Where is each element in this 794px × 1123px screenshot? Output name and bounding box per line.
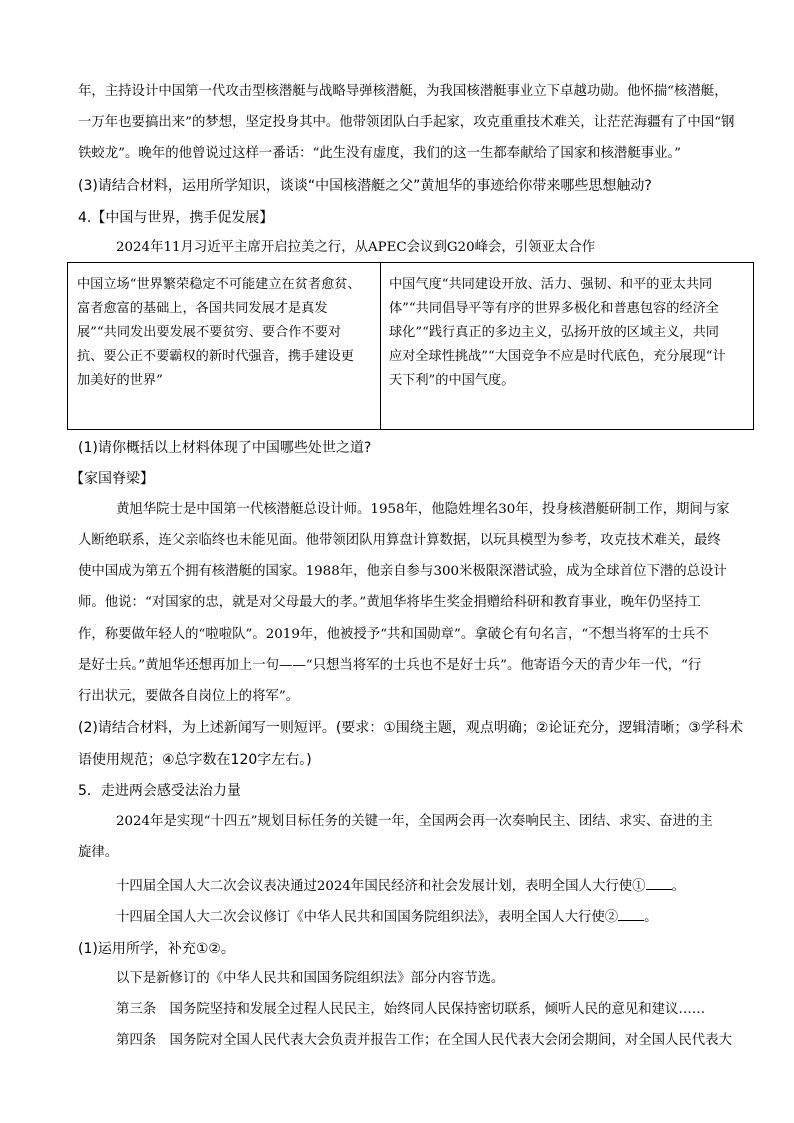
item-1-text: 十四届全国人大二次会议表决通过2024年国民经济和社会发展计划，表明全国人大行使①: [116, 879, 646, 894]
right-cell-line: 体”“共同倡导平等有序的世界多极化和普惠包容的经济全: [389, 301, 719, 316]
paragraph-line: 黄旭华院士是中国第一代核潜艇总设计师。1958年，他隐姓埋名30年，投身核潜艇研制工作，期间与家: [116, 502, 730, 517]
paragraph-line: 行出状元，要做各自岗位上的将军”。: [78, 689, 300, 704]
section-4-question-2-line-2: 语使用规范；④总字数在120字左右。): [78, 752, 312, 768]
top-text-line-1: 年，主持设计中国第一代攻击型核潜艇与战略导弹核潜艇，为我国核潜艇事业立下卓越功勋。他怀揣“核潜艇，: [78, 84, 728, 99]
section-4-question-1: (1)请你概括以上材料体现了中国哪些处世之道?: [78, 440, 372, 456]
top-text-line-2: 一万年也要搞出来”的梦想，坚定投身其中。他带领团队白手起家，攻克重重技术难关，让茫茫海疆有了中国“钢: [78, 115, 735, 130]
item-1-end: 。: [671, 879, 685, 894]
section-5-item-1: [116, 877, 685, 895]
article-3: 第三条 国务院坚持和发展全过程人民民主，始终同人民保持密切联系，倾听人民的意见和建议……: [116, 1002, 706, 1017]
right-cell-line: 天下利”的中国气度。: [389, 373, 515, 388]
paragraph-line: 使中国成为第五个拥有核潜艇的国家。1988年，他亲自参与300米极限深潜试验，成为全球首位下潜的总设计: [78, 564, 727, 579]
material-table: [67, 262, 754, 430]
section-5-title: 5．走进两会感受法治力量: [78, 783, 241, 799]
item-2-end: 。: [644, 910, 658, 925]
left-cell-line: 加美好的世界”: [77, 373, 163, 388]
section-5-item-2: [116, 908, 658, 926]
section-5-excerpt-intro: 以下是新修订的《中华人民共和国国务院组织法》部分内容节选。: [116, 971, 505, 986]
paragraph-line: 作，称要做年轻人的“啦啦队”。2019年，他被授予“共和国勋章”。拿破仑有句名言，“不想当将军的士兵不: [78, 627, 709, 642]
section-4-intro: 2024年11月习近平主席开启拉美之行，从APEC会议到G20峰会，引领亚太合作: [116, 240, 596, 255]
left-cell: [77, 273, 361, 393]
right-cell: [389, 273, 726, 393]
left-cell-line: 抗、要公正不要霸权的新时代强音，携手建设更: [77, 349, 354, 364]
right-cell-line: 中国气度“共同建设开放、活力、强韧、和平的亚太共同: [389, 277, 713, 292]
section-5-question-1: (1)运用所学，补充①②。: [78, 941, 235, 957]
section-4-heading-2: 【家国脊梁】: [70, 471, 154, 487]
paragraph-line: 师。他说：“对国家的忠，就是对父母最大的孝。”黄旭华将毕生奖金捐赠给科研和教育事业，晚年仍坚持工: [78, 595, 701, 610]
paragraph-line: 是好士兵。”黄旭华还想再加上一句——“只想当将军的士兵也不是好士兵”。他寄语今天的青少年一代，“行: [78, 658, 702, 673]
section-4-title: 4.【中国与世界，携手促发展】: [78, 210, 274, 226]
section-5-intro-line-2: 旋律。: [78, 845, 119, 860]
answer-blank-1[interactable]: [646, 877, 672, 890]
paragraph-line: 人断绝联系，连父亲临终也未能见面。他带领团队用算盘计算数据，以玩具模型为参考，攻克技术难关，最终: [78, 533, 721, 548]
left-cell-line: 中国立场“世界繁荣稳定不可能建立在贫者愈贫、: [77, 277, 361, 292]
left-cell-line: 富者愈富的基础上，各国共同发展才是真发: [77, 301, 328, 316]
right-cell-line: 球化”“践行真正的多边主义，弘扬开放的区域主义，共同: [389, 325, 719, 340]
answer-blank-2[interactable]: [618, 908, 644, 921]
right-cell-line: 应对全球性挑战”“大国竞争不应是时代底色，充分展现“计: [389, 349, 726, 364]
question-3: (3)请结合材料，运用所学知识，谈谈“中国核潜艇之父”黄旭华的事迹给你带来哪些思想触动?: [78, 178, 652, 194]
article-4: 第四条 国务院对全国人民代表大会负责并报告工作；在全国人民代表大会闭会期间，对全国人民代表大: [116, 1033, 732, 1048]
left-cell-line: 展”“共同发出要发展不要贫穷、要合作不要对: [77, 325, 342, 340]
item-2-text: 十四届全国人大二次会议修订《中华人民共和国国务院组织法》，表明全国人大行使②: [116, 910, 619, 925]
section-5-intro-line-1: 2024年是实现“十四五”规划目标任务的关键一年，全国两会再一次奏响民主、团结、求实、奋进的主: [116, 814, 713, 829]
top-text-line-3: 铁蛟龙”。晚年的他曾说过这样一番话：“此生没有虚度，我们的这一生都奉献给了国家和核潜艇事业。”: [78, 146, 682, 161]
section-4-question-2-line-1: (2)请结合材料，为上述新闻写一则短评。(要求：①围绕主题，观点明确；②论证充分，逻辑清晰；③学科术: [78, 720, 743, 736]
table-divider: [380, 263, 381, 429]
